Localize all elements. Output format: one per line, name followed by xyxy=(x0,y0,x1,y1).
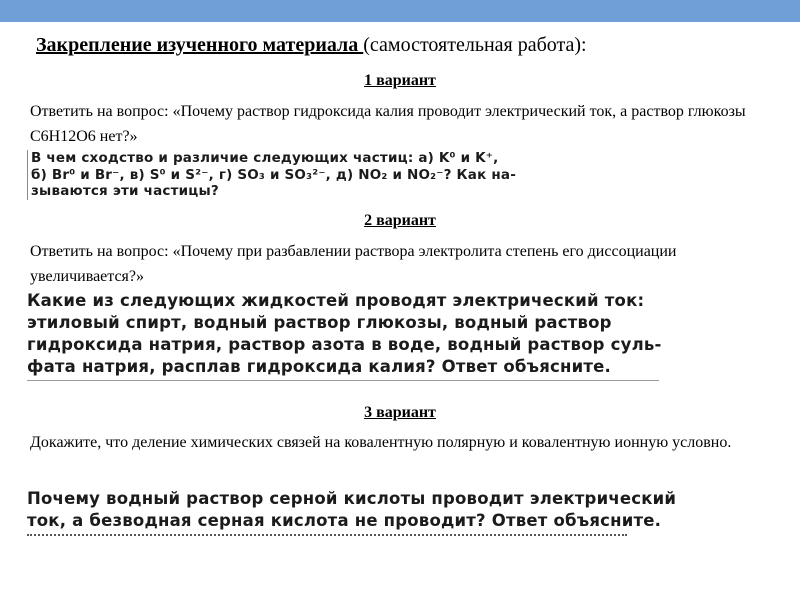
scan-line: ток, а безводная серная кислота не проводит? Ответ объясните. xyxy=(27,511,662,530)
scan-line: этиловый спирт, водный раствор глюкозы, водный раствор xyxy=(27,313,612,332)
scan-line: фата натрия, расплав гидроксида калия? Ответ объясните. xyxy=(27,357,611,376)
scan-line: б) Br⁰ и Br⁻, в) S⁰ и S²⁻, г) SO₃ и SO₃²⁻, д) NO₂ и NO₂⁻? Как на- xyxy=(31,166,516,183)
variant-3-scanned-task xyxy=(27,488,677,541)
variant-1-question: Ответить на вопрос: «Почему раствор гидроксида калия проводит электрический ток, а раствор глюкозы С6Н12О6 нет?» xyxy=(30,103,746,145)
variant-2-heading: 2 вариант xyxy=(364,212,436,229)
variant-3-question: Докажите, что деление химических связей на ковалентную полярную и ковалентную ионную условно. xyxy=(30,434,732,451)
variant-2-scanned-task xyxy=(27,290,662,381)
scan-line: В чем сходство и различие следующих частиц: а) K⁰ и K⁺, xyxy=(31,150,499,166)
variant-2-question: Ответить на вопрос: «Почему при разбавлении раствора электролита степень его диссоциации увеличивается?» xyxy=(30,243,677,285)
slide-title-main: Закрепление изученного материала xyxy=(36,34,364,56)
slide-title-subtitle: (самостоятельная работа): xyxy=(363,34,587,56)
scan-line: Почему водный раствор серной кислоты проводит электрический xyxy=(27,489,677,508)
scan-cut-edge xyxy=(27,534,627,541)
slide-title xyxy=(36,34,786,57)
scan-line: Какие из следующих жидкостей проводят электрический ток: xyxy=(27,291,645,310)
scan-line: гидроксида натрия, раствор азота в воде, водный раствор суль- xyxy=(27,335,662,354)
variant-1-scanned-task xyxy=(27,150,531,200)
top-accent-bar xyxy=(0,0,800,22)
variant-3-heading: 3 вариант xyxy=(364,404,436,421)
scan-line: зываются эти частицы? xyxy=(31,183,219,199)
variant-1-heading: 1 вариант xyxy=(364,72,436,89)
